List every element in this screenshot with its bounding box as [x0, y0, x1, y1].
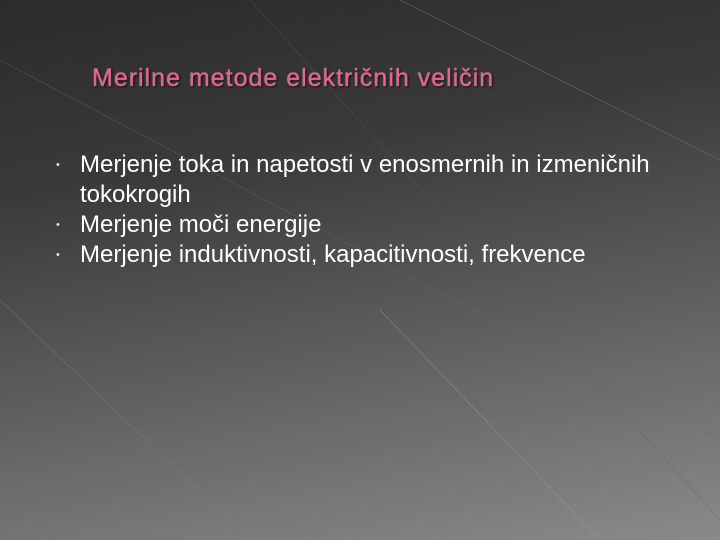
slide-title: Merilne metode električnih veličin — [92, 64, 495, 92]
bullet-list — [56, 150, 676, 270]
bullet-item — [56, 150, 676, 210]
bullet-icon: • — [56, 219, 60, 231]
bullet-item — [56, 210, 676, 240]
bullet-item — [56, 240, 676, 270]
bullet-icon: • — [56, 249, 60, 261]
bullet-text: Merjenje toka in napetosti v enosmernih in izmeničnih tokokrogih — [80, 151, 650, 208]
bullet-icon: • — [56, 159, 60, 171]
bullet-text: Merjenje moči energije — [80, 211, 322, 238]
decor-line — [0, 300, 250, 540]
bullet-text: Merjenje induktivnosti, kapacitivnosti, frekvence — [80, 241, 586, 268]
decor-line — [380, 310, 600, 540]
